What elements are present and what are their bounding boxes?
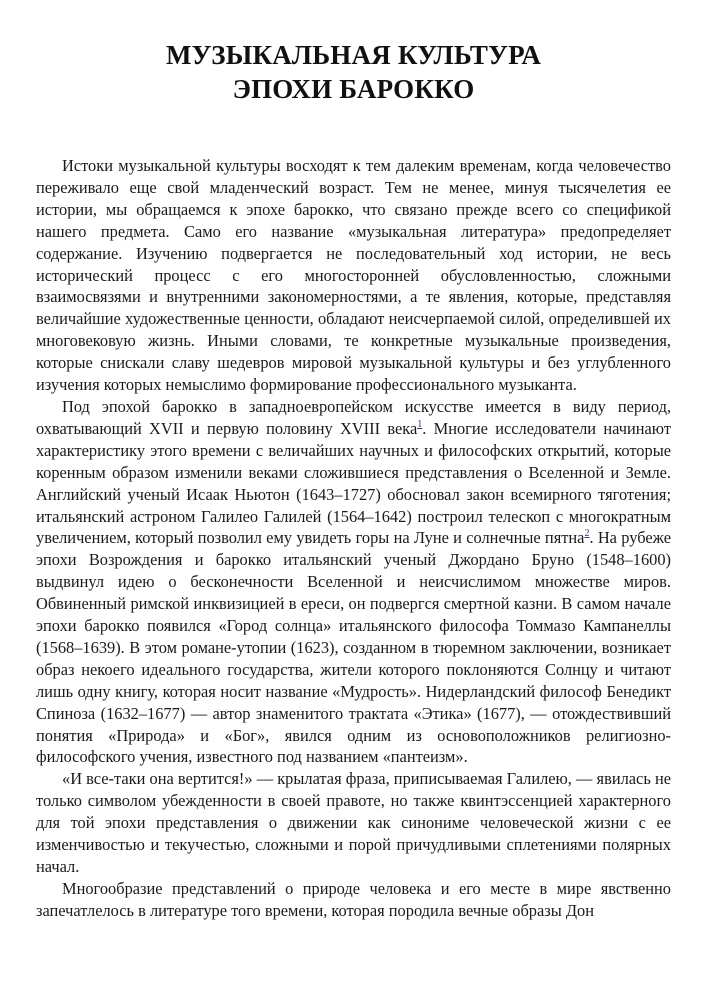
footnote-link-2[interactable]: 2 [584, 528, 590, 540]
chapter-body [36, 155, 671, 922]
paragraph-origins: Истоки музыкальной культуры восходят к тем далеким временам, когда человечество переживало еще свой младенческий возраст. Тем не менее, минуя тысячелетия ее истории, мы обращаемся к эпохе барокко, что связано прежде всего со спецификой нашего предмета. Само его название «музыкальная литература» предопределяет содержание. Изучению подвергается не последовательный ход истории, не весь исторический процесс с его многосторонней обусловленностью, сложными взаимосвязями и внутренними закономерностями, а те явления, которые, представляя величайшие художественные ценности, обладают неисчерпаемой силой, определившей их многовековую жизнь. Иными словами, те конкретные музыкальные произведения, которые снискали славу шедевров мировой музыкальной культуры и без углубленного изучения которых немыслимо формирование профессионального музыканта. [36, 156, 671, 395]
footnote-link-1[interactable]: 1 [417, 418, 423, 430]
chapter-title-line-2: ЭПОХИ БАРОККО [232, 74, 475, 104]
paragraph-text-part: . На рубеже эпохи Возрождения и барокко итальянский ученый Джордано Бруно (1548–1600) выдвинул идею о бесконечности Вселенной и неисчислимом множестве миров. Обвиненный римской инквизицией в ереси, он подвергся смертной казни. В самом начале эпохи барокко появился «Город солнца» итальянского философа Томмазо Кампанеллы (1568–1639). В этом романе-утопии (1623), созданном в тюремном заключении, возникает образ некоего идеального государства, жители которого поклоняются Солнцу и читают лишь одну книгу, которая носит название «Мудрость». Нидерландский философ Бенедикт Спиноза (1632–1677) — автор знаменитого трактата «Этика» (1677), — отождествивший понятия «Природа» и «Бог», явился одним из основоположников религиозно-философского учения, известного под названием «пантеизм». [36, 528, 671, 767]
paragraph-baroque-era [36, 396, 671, 768]
paragraph-text-part: Под эпохой барокко в западноевропейском искусстве имеется в виду период, охватывающий XVII и первую половину XVIII века [36, 396, 671, 438]
paragraph-galileo-quote: «И все-таки она вертится!» — крылатая фраза, приписываемая Галилею, — явилась не только символом убежденности в своей правоте, но также квинтэссенцией характерного для той эпохи представления о движении как синониме человеческой жизни с ее изменчивостью и текучестью, сложными и порой причудливыми сплетениями полярных начал. [36, 769, 671, 876]
paragraph-human-nature: Многообразие представлений о природе человека и его месте в мире явственно запечатлелось в литературе того времени, которая породила вечные образы Дон [36, 878, 671, 920]
paragraph-text-part: . Многие исследователи начинают характеристику этого времени с величайших научных и философских открытий, которые коренным образом изменили веками сложившиеся представления о Вселенной и Земле. Английский ученый Исаак Ньютон (1643–1727) обосновал закон всемирного тяготения; итальянский астроном Галилео Галилей (1564–1642) построил телескоп с многократным увеличением, который позволил ему увидеть горы на Луне и солнечные пятна [36, 418, 671, 548]
chapter-title-line-1: МУЗЫКАЛЬНАЯ КУЛЬТУРА [165, 40, 542, 70]
